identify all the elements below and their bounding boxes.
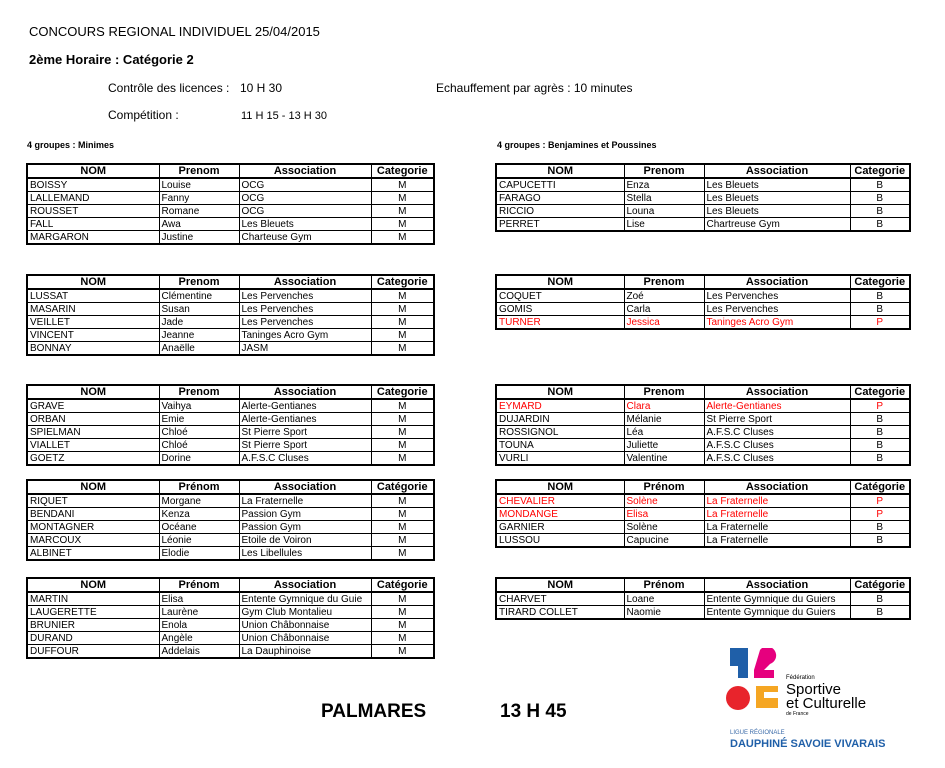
table-row [27, 413, 434, 426]
association-cell: Les Libellules [239, 547, 371, 561]
association-cell: Les Bleuets [704, 178, 850, 192]
column-header: Prénom [159, 578, 239, 592]
firstname-cell: Fanny [159, 192, 239, 205]
category-cell: B [850, 426, 910, 439]
palmares-time: 13 H 45 [500, 701, 567, 722]
column-header: Association [704, 480, 850, 494]
name-cell: RICCIO [496, 205, 624, 218]
column-header: Catégorie [850, 578, 910, 592]
firstname-cell: Laurène [159, 606, 239, 619]
category-cell: M [371, 342, 434, 356]
category-cell: M [371, 289, 434, 303]
association-cell: OCG [239, 205, 371, 218]
name-cell: MASARIN [27, 303, 159, 316]
table-row [27, 303, 434, 316]
category-cell: B [850, 413, 910, 426]
column-header: NOM [27, 480, 159, 494]
name-cell: BONNAY [27, 342, 159, 356]
firstname-cell: Chloé [159, 439, 239, 452]
table-row [496, 494, 910, 508]
association-cell: Taninges Acro Gym [704, 316, 850, 330]
category-cell: M [371, 231, 434, 245]
firstname-cell: Louna [624, 205, 704, 218]
logo-line-4: de France [786, 711, 809, 717]
name-cell: LALLEMAND [27, 192, 159, 205]
logo-line-3: et Culturelle [786, 695, 867, 712]
logo-line-5: LIGUE RÉGIONALE [730, 730, 785, 736]
name-cell: RIQUET [27, 494, 159, 508]
column-header: NOM [27, 578, 159, 592]
name-cell: BENDANI [27, 508, 159, 521]
name-cell: TOUNA [496, 439, 624, 452]
column-header: Categorie [850, 164, 910, 178]
category-cell: M [371, 426, 434, 439]
column-header: Categorie [371, 275, 434, 289]
category-cell: B [850, 218, 910, 232]
echauffement-text: Echauffement par agrès : 10 minutes [436, 81, 633, 95]
licence-label: Contrôle des licences : [108, 81, 230, 95]
table-row [27, 192, 434, 205]
left-group-heading: 4 groupes : Minimes [27, 140, 115, 150]
name-cell: LUSSAT [27, 289, 159, 303]
table-header-row [496, 275, 910, 289]
name-cell: CHEVALIER [496, 494, 624, 508]
firstname-cell: Dorine [159, 452, 239, 466]
column-header: NOM [496, 275, 624, 289]
table-row [496, 303, 910, 316]
association-cell: Taninges Acro Gym [239, 329, 371, 342]
association-cell: JASM [239, 342, 371, 356]
table-row [27, 619, 434, 632]
column-header: Catégorie [850, 480, 910, 494]
firstname-cell: Enza [624, 178, 704, 192]
table-row [496, 178, 910, 192]
logo-orange-notch [764, 692, 778, 698]
association-cell: Les Bleuets [239, 218, 371, 231]
competition-value: 11 H 15 - 13 H 30 [241, 110, 328, 122]
category-cell: M [371, 303, 434, 316]
association-cell: A.F.S.C Cluses [704, 452, 850, 466]
table-row [496, 534, 910, 548]
association-cell: Passion Gym [239, 521, 371, 534]
category-cell: B [850, 452, 910, 466]
association-cell: La Fraternelle [704, 521, 850, 534]
table-header-row [496, 385, 910, 399]
firstname-cell: Kenza [159, 508, 239, 521]
association-cell: Gym Club Montalieu [239, 606, 371, 619]
firstname-cell: Anaëlle [159, 342, 239, 356]
table-row [496, 192, 910, 205]
association-cell: Alerte-Gentianes [239, 413, 371, 426]
association-cell: Les Bleuets [704, 192, 850, 205]
table-row [27, 205, 434, 218]
table-row [496, 592, 910, 606]
name-cell: VIALLET [27, 439, 159, 452]
category-cell: M [371, 399, 434, 413]
firstname-cell: Jeanne [159, 329, 239, 342]
column-header: NOM [27, 385, 159, 399]
category-cell: M [371, 521, 434, 534]
firstname-cell: Solène [624, 521, 704, 534]
column-header: Categorie [371, 385, 434, 399]
firstname-cell: Louise [159, 178, 239, 192]
name-cell: EYMARD [496, 399, 624, 413]
table-header-row [27, 578, 434, 592]
name-cell: MARGARON [27, 231, 159, 245]
table-row [27, 494, 434, 508]
right-group-table-4 [495, 479, 911, 548]
firstname-cell: Enola [159, 619, 239, 632]
table-row [496, 508, 910, 521]
licence-value: 10 H 30 [240, 81, 283, 95]
association-cell: Charteuse Gym [239, 231, 371, 245]
name-cell: COQUET [496, 289, 624, 303]
name-cell: GOMIS [496, 303, 624, 316]
name-cell: VEILLET [27, 316, 159, 329]
category-cell: M [371, 592, 434, 606]
table-header-row [27, 275, 434, 289]
firstname-cell: Jessica [624, 316, 704, 330]
name-cell: VINCENT [27, 329, 159, 342]
firstname-cell: Stella [624, 192, 704, 205]
left-group-table-2 [26, 274, 435, 356]
column-header: Association [704, 385, 850, 399]
table-row [27, 426, 434, 439]
category-cell: B [850, 178, 910, 192]
right-group-table-2 [495, 274, 911, 330]
category-cell: B [850, 289, 910, 303]
category-cell: M [371, 413, 434, 426]
logo-line-2: Sportive [786, 681, 842, 698]
table-row [27, 508, 434, 521]
category-cell: B [850, 303, 910, 316]
column-header: NOM [496, 578, 624, 592]
table-header-row [27, 480, 434, 494]
name-cell: VURLI [496, 452, 624, 466]
association-cell: Etoile de Voiron [239, 534, 371, 547]
column-header: Prenom [159, 385, 239, 399]
firstname-cell: Susan [159, 303, 239, 316]
table-row [27, 534, 434, 547]
firstname-cell: Juliette [624, 439, 704, 452]
table-row [27, 218, 434, 231]
table-row [496, 606, 910, 620]
category-cell: B [850, 439, 910, 452]
competition-label: Compétition : [108, 108, 179, 122]
category-cell: P [850, 316, 910, 330]
table-header-row [27, 164, 434, 178]
category-cell: M [371, 632, 434, 645]
table-row [27, 329, 434, 342]
association-cell: Les Pervenches [239, 289, 371, 303]
name-cell: ROSSIGNOL [496, 426, 624, 439]
name-cell: DUJARDIN [496, 413, 624, 426]
name-cell: FARAGO [496, 192, 624, 205]
column-header: Association [239, 480, 371, 494]
table-row [496, 399, 910, 413]
association-cell: OCG [239, 192, 371, 205]
association-cell: Entente Gymnique du Guie [239, 592, 371, 606]
association-cell: Union Châbonnaise [239, 619, 371, 632]
name-cell: CHARVET [496, 592, 624, 606]
firstname-cell: Justine [159, 231, 239, 245]
association-cell: Les Pervenches [704, 289, 850, 303]
category-cell: M [371, 452, 434, 466]
category-cell: M [371, 606, 434, 619]
column-header: Association [704, 275, 850, 289]
association-cell: St Pierre Sport [704, 413, 850, 426]
column-header: Association [239, 164, 371, 178]
table-row [27, 547, 434, 561]
logo-blue-block-2 [738, 662, 748, 678]
column-header: Association [239, 275, 371, 289]
column-header: Association [239, 385, 371, 399]
firstname-cell: Elisa [159, 592, 239, 606]
table-header-row [496, 480, 910, 494]
name-cell: BRUNIER [27, 619, 159, 632]
column-header: Prenom [624, 385, 704, 399]
table-row [27, 289, 434, 303]
left-group-table-3 [26, 384, 435, 466]
firstname-cell: Léonie [159, 534, 239, 547]
association-cell: Entente Gymnique du Guiers [704, 592, 850, 606]
logo-red-circle [726, 686, 750, 710]
association-cell: OCG [239, 178, 371, 192]
column-header: Association [704, 578, 850, 592]
category-cell: B [850, 205, 910, 218]
table-row [496, 439, 910, 452]
name-cell: TURNER [496, 316, 624, 330]
category-cell: P [850, 508, 910, 521]
left-group-table-1 [26, 163, 435, 245]
name-cell: MARCOUX [27, 534, 159, 547]
association-cell: La Fraternelle [704, 494, 850, 508]
table-row [496, 521, 910, 534]
palmares-label: PALMARES [321, 701, 427, 722]
table-header-row [496, 578, 910, 592]
table-row [496, 218, 910, 232]
table-row [496, 316, 910, 330]
association-cell: La Dauphinoise [239, 645, 371, 659]
firstname-cell: Morgane [159, 494, 239, 508]
firstname-cell: Elodie [159, 547, 239, 561]
name-cell: SPIELMAN [27, 426, 159, 439]
category-cell: M [371, 508, 434, 521]
category-cell: M [371, 439, 434, 452]
association-cell: Union Châbonnaise [239, 632, 371, 645]
firstname-cell: Romane [159, 205, 239, 218]
category-cell: B [850, 606, 910, 620]
table-header-row [27, 385, 434, 399]
association-cell: Les Pervenches [239, 316, 371, 329]
name-cell: ORBAN [27, 413, 159, 426]
name-cell: MARTIN [27, 592, 159, 606]
column-header: Prenom [624, 275, 704, 289]
firstname-cell: Addelais [159, 645, 239, 659]
table-row [27, 178, 434, 192]
right-group-table-1 [495, 163, 911, 232]
name-cell: DURAND [27, 632, 159, 645]
table-row [27, 452, 434, 466]
name-cell: PERRET [496, 218, 624, 232]
category-cell: B [850, 521, 910, 534]
firstname-cell: Carla [624, 303, 704, 316]
association-cell: St Pierre Sport [239, 426, 371, 439]
firstname-cell: Naomie [624, 606, 704, 620]
firstname-cell: Loane [624, 592, 704, 606]
column-header: NOM [27, 164, 159, 178]
association-cell: Les Bleuets [704, 205, 850, 218]
table-row [496, 289, 910, 303]
column-header: Prenom [159, 164, 239, 178]
name-cell: GRAVE [27, 399, 159, 413]
table-row [496, 452, 910, 466]
association-cell: Alerte-Gentianes [704, 399, 850, 413]
association-cell: St Pierre Sport [239, 439, 371, 452]
firstname-cell: Jade [159, 316, 239, 329]
association-cell: Les Pervenches [704, 303, 850, 316]
table-row [27, 342, 434, 356]
firstname-cell: Océane [159, 521, 239, 534]
column-header: Categorie [850, 275, 910, 289]
name-cell: GOETZ [27, 452, 159, 466]
association-cell: La Fraternelle [239, 494, 371, 508]
name-cell: CAPUCETTI [496, 178, 624, 192]
table-row [27, 521, 434, 534]
category-cell: M [371, 547, 434, 561]
column-header: Prenom [159, 275, 239, 289]
table-row [27, 592, 434, 606]
association-cell: Entente Gymnique du Guiers [704, 606, 850, 620]
firstname-cell: Angèle [159, 632, 239, 645]
firstname-cell: Valentine [624, 452, 704, 466]
table-row [27, 632, 434, 645]
firstname-cell: Elisa [624, 508, 704, 521]
table-row [496, 413, 910, 426]
firstname-cell: Lise [624, 218, 704, 232]
association-cell: A.F.S.C Cluses [239, 452, 371, 466]
category-cell: P [850, 494, 910, 508]
name-cell: GARNIER [496, 521, 624, 534]
doc-subtitle: 2ème Horaire : Catégorie 2 [29, 52, 194, 67]
column-header: Catégorie [371, 480, 434, 494]
association-cell: Passion Gym [239, 508, 371, 521]
logo-line-1: Fédération [786, 675, 815, 681]
association-cell: La Fraternelle [704, 534, 850, 548]
firstname-cell: Mélanie [624, 413, 704, 426]
table-row [496, 426, 910, 439]
table-row [27, 399, 434, 413]
name-cell: LAUGERETTE [27, 606, 159, 619]
name-cell: ALBINET [27, 547, 159, 561]
association-cell: Les Pervenches [239, 303, 371, 316]
table-row [27, 316, 434, 329]
column-header: Association [239, 578, 371, 592]
logo-pink-shape [754, 648, 776, 678]
firstname-cell: Zoé [624, 289, 704, 303]
column-header: NOM [496, 385, 624, 399]
table-row [27, 439, 434, 452]
column-header: Categorie [371, 164, 434, 178]
category-cell: M [371, 494, 434, 508]
association-cell: Alerte-Gentianes [239, 399, 371, 413]
name-cell: DUFFOUR [27, 645, 159, 659]
firstname-cell: Clémentine [159, 289, 239, 303]
category-cell: M [371, 218, 434, 231]
firstname-cell: Vaihya [159, 399, 239, 413]
table-header-row [496, 164, 910, 178]
column-header: Categorie [850, 385, 910, 399]
column-header: Prenom [624, 164, 704, 178]
table-row [27, 231, 434, 245]
firstname-cell: Emie [159, 413, 239, 426]
category-cell: M [371, 316, 434, 329]
category-cell: M [371, 534, 434, 547]
column-header: Prénom [624, 480, 704, 494]
left-group-table-4 [26, 479, 435, 561]
firstname-cell: Clara [624, 399, 704, 413]
category-cell: M [371, 178, 434, 192]
column-header: NOM [496, 164, 624, 178]
name-cell: LUSSOU [496, 534, 624, 548]
column-header: NOM [27, 275, 159, 289]
category-cell: M [371, 645, 434, 659]
table-row [27, 645, 434, 659]
table-row [496, 205, 910, 218]
logo-line-6: DAUPHINÉ SAVOIE VIVARAIS [730, 738, 886, 750]
name-cell: ROUSSET [27, 205, 159, 218]
firstname-cell: Léa [624, 426, 704, 439]
category-cell: B [850, 534, 910, 548]
right-group-table-3 [495, 384, 911, 466]
column-header: NOM [496, 480, 624, 494]
column-header: Catégorie [371, 578, 434, 592]
category-cell: M [371, 205, 434, 218]
category-cell: M [371, 329, 434, 342]
right-group-heading: 4 groupes : Benjamines et Poussines [497, 140, 657, 150]
column-header: Prénom [624, 578, 704, 592]
table-row [27, 606, 434, 619]
name-cell: FALL [27, 218, 159, 231]
firstname-cell: Solène [624, 494, 704, 508]
name-cell: BOISSY [27, 178, 159, 192]
association-cell: A.F.S.C Cluses [704, 426, 850, 439]
doc-title: CONCOURS REGIONAL INDIVIDUEL 25/04/2015 [29, 24, 320, 39]
name-cell: MONDANGE [496, 508, 624, 521]
category-cell: B [850, 592, 910, 606]
category-cell: M [371, 192, 434, 205]
column-header: Prénom [159, 480, 239, 494]
firstname-cell: Awa [159, 218, 239, 231]
category-cell: B [850, 192, 910, 205]
firstname-cell: Capucine [624, 534, 704, 548]
name-cell: TIRARD COLLET [496, 606, 624, 620]
category-cell: P [850, 399, 910, 413]
association-cell: Chartreuse Gym [704, 218, 850, 232]
association-cell: La Fraternelle [704, 508, 850, 521]
firstname-cell: Chloé [159, 426, 239, 439]
name-cell: MONTAGNER [27, 521, 159, 534]
category-cell: M [371, 619, 434, 632]
association-cell: A.F.S.C Cluses [704, 439, 850, 452]
left-group-table-5 [26, 577, 435, 659]
column-header: Association [704, 164, 850, 178]
right-group-table-5 [495, 577, 911, 620]
